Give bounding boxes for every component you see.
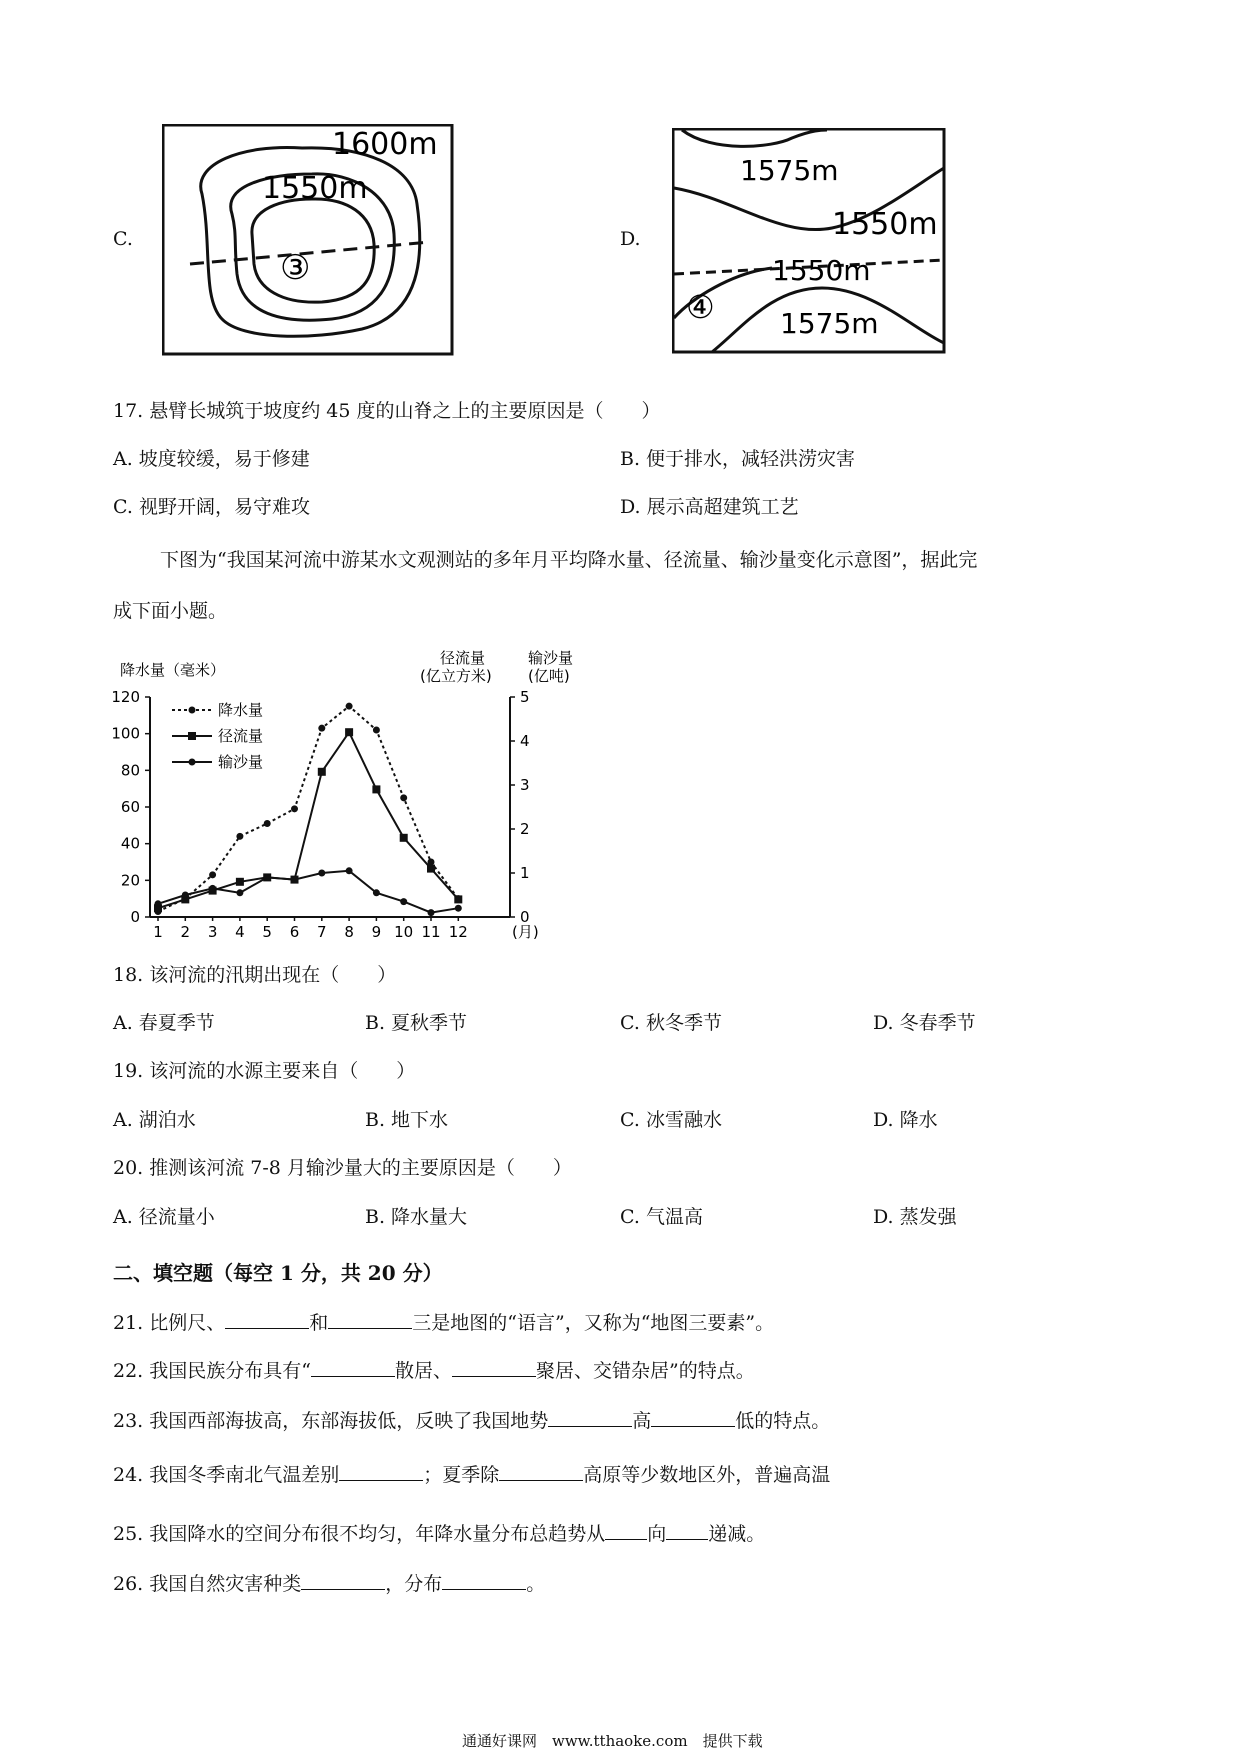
sediment-point	[428, 909, 435, 916]
right-tick-label: 2	[520, 820, 530, 838]
q18-option-c[interactable]: C. 秋冬季节	[620, 1012, 722, 1034]
sediment-point	[264, 874, 271, 881]
q25-part1: 25. 我国降水的空间分布很不均匀，年降水量分布总趋势从	[113, 1523, 606, 1545]
sediment-point	[318, 870, 325, 877]
q22-part2: 散居、	[394, 1360, 452, 1382]
contour-label-1600: 1600m	[332, 127, 438, 162]
q24-part1: 24. 我国冬季南北气温差别	[113, 1464, 340, 1486]
q20-option-d[interactable]: D. 蒸发强	[873, 1206, 957, 1228]
contour-label-1575-bottom: 1575m	[780, 307, 879, 340]
q25-part3: 递减。	[708, 1523, 766, 1545]
runoff-point	[318, 768, 326, 776]
legend-runoff-label: 径流量	[218, 727, 264, 745]
q17-option-a[interactable]: A. 坡度较缓，易于修建	[113, 448, 310, 470]
right-axis-label-runoff: 径流量	[440, 649, 486, 667]
right-axis-sub-runoff: (亿立方米)	[420, 667, 492, 685]
q23-part2: 高	[632, 1410, 652, 1432]
x-axis-unit: (月)	[512, 923, 539, 941]
q22-part3: 聚居、交错杂居”的特点。	[536, 1360, 755, 1382]
q17-stem: 17. 悬臂长城筑于坡度约 45 度的山脊之上的主要原因是（ ）	[113, 400, 661, 422]
x-tick-label: 11	[421, 923, 441, 941]
q23	[113, 1408, 830, 1434]
q24-part2: ；夏季除	[423, 1464, 500, 1486]
runoff-point	[427, 865, 435, 873]
runoff-point	[400, 834, 408, 842]
left-tick-label: 120	[111, 688, 140, 706]
q23-part3: 低的特点。	[735, 1410, 831, 1432]
x-tick-label: 2	[180, 923, 191, 941]
right-tick-label: 4	[520, 732, 530, 750]
q24-blank-1[interactable]	[339, 1462, 423, 1481]
page-footer: 通通好课网 www.tthaoke.com 提供下载	[462, 1732, 763, 1750]
marker-3: ③	[280, 248, 311, 288]
runoff-point	[454, 895, 462, 903]
x-tick-label: 4	[235, 923, 245, 941]
q21	[113, 1310, 774, 1336]
q20-stem: 20. 推测该河流 7-8 月输沙量大的主要原因是（ ）	[113, 1157, 572, 1179]
q19-option-b[interactable]: B. 地下水	[365, 1109, 449, 1131]
legend-sediment-label: 输沙量	[218, 753, 264, 771]
precipitation-point	[346, 703, 353, 710]
q24-blank-2[interactable]	[499, 1462, 583, 1481]
q21-part1: 21. 比例尺、	[113, 1312, 226, 1334]
precipitation-point	[400, 794, 407, 801]
q22-blank-2[interactable]	[452, 1358, 536, 1377]
contour-map-d	[672, 128, 946, 358]
legend-runoff-marker	[188, 732, 196, 740]
right-tick-label: 0	[520, 908, 530, 926]
precipitation-point	[373, 727, 380, 734]
q18-stem: 18. 该河流的汛期出现在（ ）	[113, 964, 397, 986]
q19-option-a[interactable]: A. 湖泊水	[113, 1109, 196, 1131]
q19-option-c[interactable]: C. 冰雪融水	[620, 1109, 722, 1131]
sediment-point	[155, 900, 162, 907]
sediment-point	[346, 867, 353, 874]
precipitation-point	[264, 820, 271, 827]
option-d-label: D.	[620, 228, 641, 250]
x-tick-label: 12	[448, 923, 468, 941]
chart-intro-line2: 成下面小题。	[113, 600, 228, 622]
q26-part2: ，分布	[385, 1573, 443, 1595]
q18-option-b[interactable]: B. 夏秋季节	[365, 1012, 468, 1034]
left-tick-label: 20	[120, 871, 140, 890]
right-tick-label: 1	[520, 864, 530, 882]
q26	[113, 1571, 545, 1597]
q26-blank-1[interactable]	[301, 1571, 385, 1590]
q23-blank-2[interactable]	[651, 1408, 735, 1427]
x-tick-label: 7	[317, 923, 327, 941]
marker-4: ④	[686, 288, 715, 326]
q25-blank-2[interactable]	[666, 1521, 708, 1540]
sediment-point	[291, 876, 298, 883]
left-axis-label: 降水量（毫米）	[120, 661, 226, 679]
q19-option-d[interactable]: D. 降水	[873, 1109, 938, 1131]
left-tick-label: 0	[130, 908, 140, 926]
q18-option-d[interactable]: D. 冬春季节	[873, 1012, 976, 1034]
contour-label-1575-top: 1575m	[740, 154, 839, 187]
sediment-point	[373, 889, 380, 896]
q22	[113, 1358, 755, 1384]
q25-part2: 向	[647, 1523, 667, 1545]
sediment-line	[158, 871, 458, 913]
contour-label-1550-mid: 1550m	[832, 207, 938, 242]
q25-blank-1[interactable]	[605, 1521, 647, 1540]
right-axis-sub-sediment: (亿吨)	[528, 667, 570, 685]
q23-blank-1[interactable]	[548, 1408, 632, 1427]
option-c-label: C.	[113, 228, 133, 250]
q25	[113, 1521, 765, 1547]
q21-blank-2[interactable]	[328, 1310, 412, 1329]
chart-intro-line1: 下图为“我国某河流中游某水文观测站的多年月平均降水量、径流量、输沙量变化示意图”，据此完	[160, 549, 978, 571]
left-tick-label: 100	[111, 724, 140, 743]
q19-stem: 19. 该河流的水源主要来自（ ）	[113, 1060, 416, 1082]
section-2-title: 二、填空题（每空 1 分，共 20 分）	[113, 1261, 443, 1285]
sediment-point	[455, 905, 462, 912]
sediment-point	[182, 892, 189, 899]
legend-sediment-marker	[189, 759, 196, 766]
x-tick-label: 8	[344, 923, 354, 941]
x-tick-label: 5	[262, 923, 272, 941]
contour-label-1550-low: 1550m	[772, 254, 871, 287]
runoff-point	[372, 785, 380, 793]
right-axis-label-sediment: 输沙量	[528, 649, 574, 667]
q21-part2: 和	[309, 1312, 329, 1334]
x-tick-label: 10	[394, 923, 414, 941]
x-tick-label: 6	[289, 923, 300, 941]
precipitation-point	[318, 725, 325, 732]
q26-part3: 。	[526, 1573, 546, 1595]
left-tick-label: 80	[120, 761, 140, 780]
sediment-point	[400, 898, 407, 905]
q18-option-a[interactable]: A. 春夏季节	[113, 1012, 215, 1034]
x-tick-label: 9	[371, 923, 382, 941]
left-tick-label: 60	[120, 798, 140, 816]
q22-blank-1[interactable]	[311, 1358, 395, 1377]
x-tick-label: 1	[153, 923, 163, 941]
legend-precipitation-marker	[189, 707, 196, 714]
runoff-point	[345, 728, 353, 736]
q24-part3: 高原等少数地区外，普遍高温	[583, 1464, 831, 1486]
q26-blank-2[interactable]	[442, 1571, 526, 1590]
q17-option-c[interactable]: C. 视野开阔，易守难攻	[113, 496, 310, 518]
q21-part3: 三是地图的“语言”，又称为“地图三要素”。	[412, 1312, 775, 1334]
right-tick-label: 5	[520, 688, 530, 706]
precipitation-point	[291, 805, 298, 812]
q21-blank-1[interactable]	[225, 1310, 309, 1329]
q20-option-c[interactable]: C. 气温高	[620, 1206, 703, 1228]
q20-option-a[interactable]: A. 径流量小	[113, 1206, 215, 1228]
q17-option-b[interactable]: B. 便于排水，减轻洪涝灾害	[620, 448, 856, 470]
q23-part1: 23. 我国西部海拔高，东部海拔低，反映了我国地势	[113, 1410, 549, 1432]
q22-part1: 22. 我国民族分布具有“	[113, 1360, 311, 1382]
sediment-point	[236, 889, 243, 896]
q24	[113, 1462, 830, 1488]
runoff-point	[236, 878, 244, 886]
sediment-point	[209, 885, 216, 892]
left-tick-label: 40	[120, 834, 140, 853]
q20-option-b[interactable]: B. 降水量大	[365, 1206, 468, 1228]
x-tick-label: 3	[207, 923, 218, 941]
hydrology-chart	[110, 645, 580, 949]
q17-option-d[interactable]: D. 展示高超建筑工艺	[620, 496, 799, 518]
right-tick-label: 3	[520, 776, 530, 794]
precipitation-point	[236, 833, 243, 840]
contour-label-1550: 1550m	[262, 171, 368, 206]
legend-precipitation-label: 降水量	[218, 701, 264, 719]
contour-map-c	[162, 124, 454, 360]
precipitation-point	[209, 871, 216, 878]
q26-part1: 26. 我国自然灾害种类	[113, 1573, 302, 1595]
